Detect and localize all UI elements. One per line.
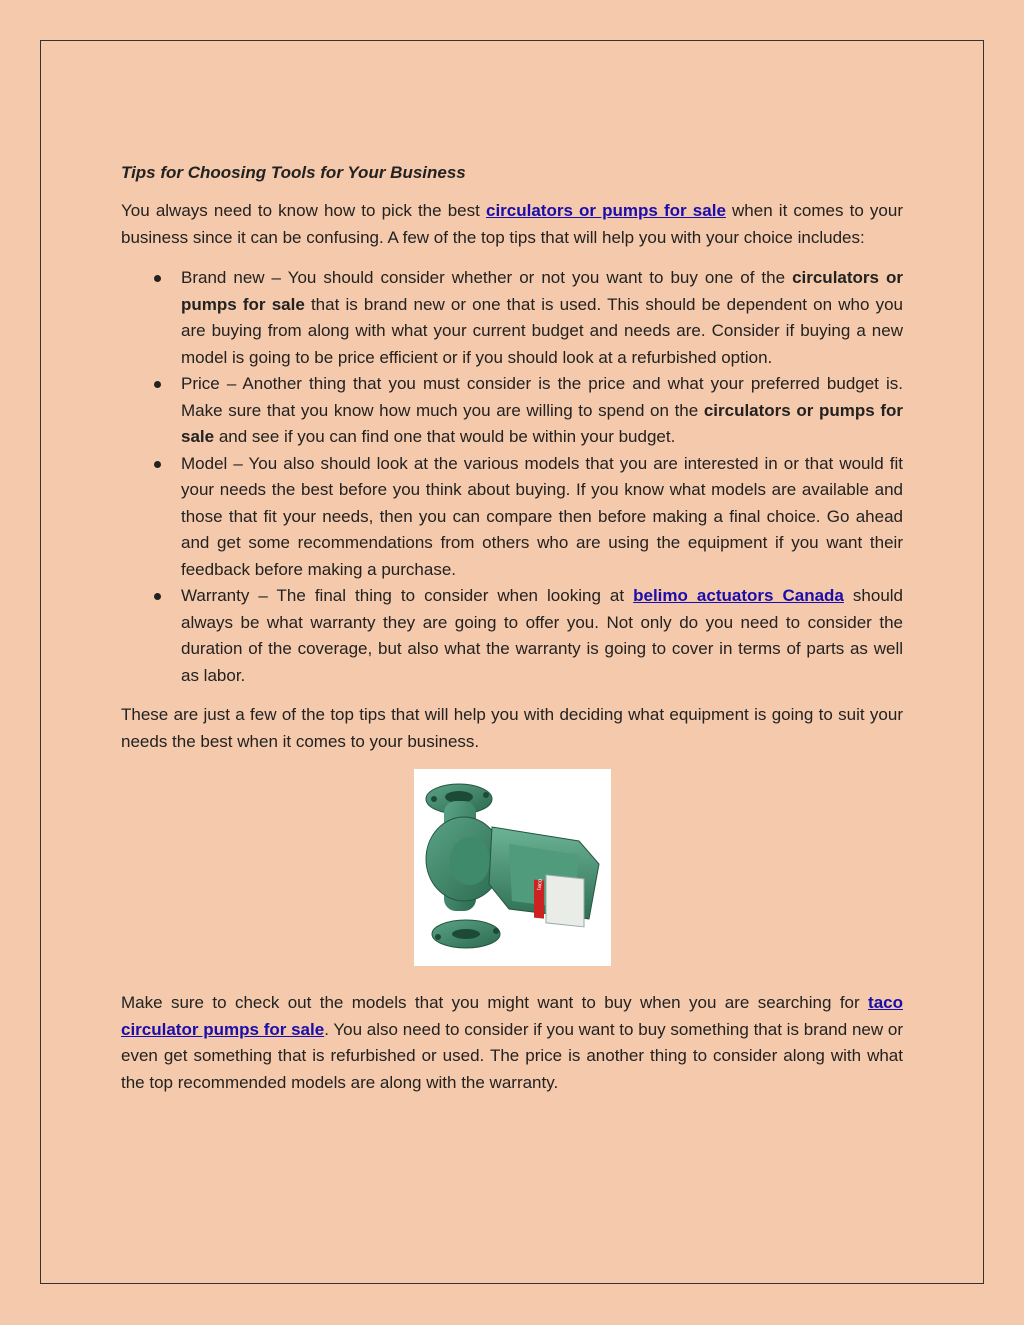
tip-text-before: Price – Another thing that you must consider is the price and what your preferred budget is. Make sure that you know how much you are willing to spend on the bbox=[181, 374, 903, 420]
pump-label-text: taco bbox=[536, 878, 544, 891]
tip-text: Model – You also should look at the various models that you are interested in or that would fit your needs the best before you think about buying. If you know what models are available and those that fit your needs, then you can compare then before making a final choice. Go ahead and get some recommendations from others who are using the equipment if you want their feedback before making a purchase. bbox=[181, 453, 903, 579]
outro-text-before: Make sure to check out the models that you might want to buy when you are searching for bbox=[121, 993, 869, 1012]
outro-text-after: . You also need to consider if you want to buy something that is brand new or even get something that is refurbished or used. The price is another thing to consider along with what the top recommended models are along with the warranty. bbox=[121, 1019, 903, 1092]
belimo-actuators-link[interactable]: belimo actuators Canada bbox=[633, 586, 844, 605]
document-content bbox=[121, 160, 903, 1096]
intro-text-after: when it comes to your business since it can be confusing. A few of the top tips that will help you with your choice includes: bbox=[121, 201, 904, 247]
tip-model bbox=[121, 451, 903, 584]
document-title: Tips for Choosing Tools for Your Business bbox=[121, 163, 466, 182]
tips-list bbox=[121, 265, 903, 689]
summary-paragraph: These are just a few of the top tips that will help you with deciding what equipment is going to suit your needs the best when it comes to your business. bbox=[121, 705, 903, 751]
tip-keyword: circulators or pumps for sale bbox=[181, 400, 903, 446]
bullet-icon bbox=[154, 275, 161, 282]
tip-text-after: that is brand new or one that is used. This should be dependent on who you are buying from along with what your current budget and needs are. Consider if buying a new model is going to be price efficient or if you should look at a refurbished option. bbox=[181, 294, 903, 367]
tip-brand-new bbox=[121, 265, 903, 371]
image-container bbox=[121, 769, 903, 966]
tip-text-after: and see if you can find one that would be within your budget. bbox=[214, 427, 676, 446]
tip-text-before: Warranty – The final thing to consider when looking at bbox=[181, 586, 634, 605]
bullet-icon bbox=[154, 461, 161, 468]
taco-circulator-pumps-link[interactable]: taco circulator pumps for sale bbox=[121, 993, 903, 1039]
bullet-icon bbox=[154, 381, 161, 388]
pump-image bbox=[414, 769, 611, 966]
tip-text-before: Brand new – You should consider whether or not you want to buy one of the bbox=[181, 268, 793, 287]
outro-paragraph bbox=[121, 990, 903, 1096]
bullet-icon bbox=[154, 593, 161, 600]
circulators-pumps-link[interactable]: circulators or pumps for sale bbox=[485, 201, 726, 220]
intro-text-before: You always need to know how to pick the best bbox=[121, 201, 486, 220]
tip-price bbox=[121, 371, 903, 451]
pump-illustration bbox=[414, 769, 611, 966]
intro-paragraph bbox=[121, 198, 903, 251]
tip-keyword: circulators or pumps for sale bbox=[181, 268, 903, 314]
tip-text-after: should always be what warranty they are going to offer you. Not only do you need to consider the duration of the coverage, but also what the warranty is going to cover in terms of parts as well as labor. bbox=[181, 586, 904, 685]
tip-warranty bbox=[121, 583, 903, 689]
